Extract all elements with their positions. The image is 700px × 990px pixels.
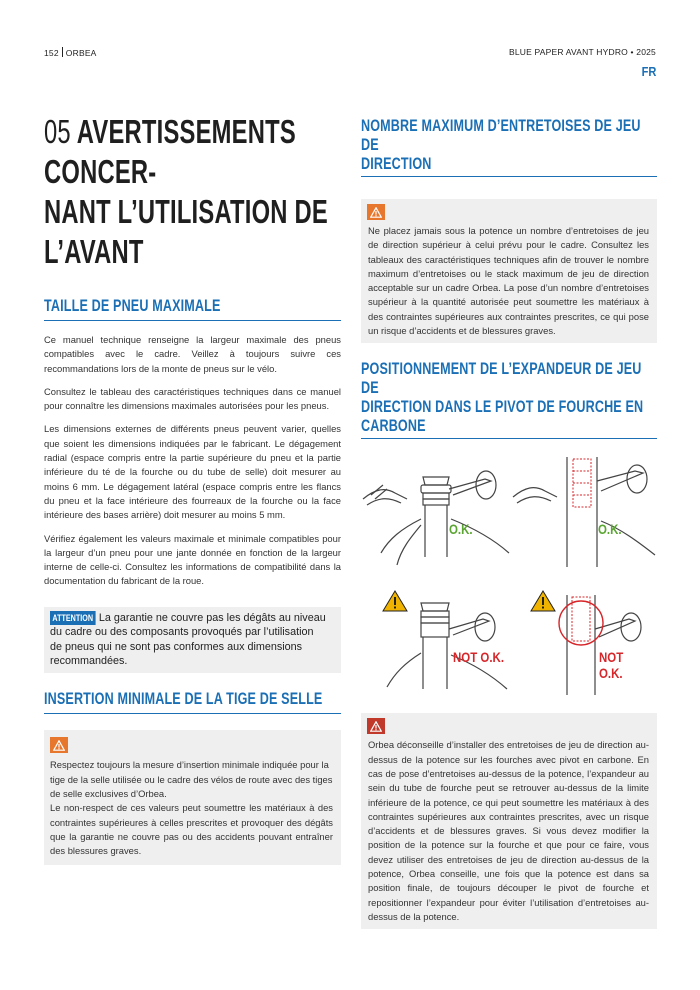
expander-heading-line-2: DIRECTION DANS LE PIVOT DE FOURCHE EN: [361, 397, 644, 417]
fig-ok-exterior: [361, 457, 511, 567]
tyre-heading: TAILLE DE PNEU MAXIMALE: [44, 296, 221, 315]
expander-heading-line-1: POSITIONNEMENT DE L’EXPANDEUR DE JEU DE: [361, 359, 642, 398]
expander-heading-line-3: CARBONE: [361, 416, 426, 436]
spacers-heading-line-1: NOMBRE MAXIMUM D’ENTRETOISES DE JEU DE: [361, 116, 641, 154]
label-ok-2: O.K.: [598, 521, 622, 538]
tyre-section: [44, 296, 341, 673]
fig-ok-cutaway: [511, 451, 657, 569]
seatpost-heading: INSERTION MINIMALE DE LA TIGE DE SELLE: [44, 689, 323, 709]
expander-heading-rule: [361, 438, 657, 439]
warning-icon: [50, 737, 68, 753]
fig-notok-exterior: [381, 589, 511, 697]
attention-text: La garantie ne couvre pas les dégâts au niveau du cadre ou des composants provoqués par l’utilisation de pneus qui ne sont pas conformes aux dimensions recommandées.: [50, 611, 326, 667]
title-line-1: AVERTISSEMENTS CONCER-: [44, 113, 296, 190]
tyre-paragraph-2: Consultez le tableau des caractéristiques techniques dans ce manuel pour connaître les dimensions maximales autorisées pour les pneus.: [44, 385, 341, 412]
brand-name: ORBEA: [65, 48, 97, 58]
seatpost-warning-p2: Le non-respect de ces valeurs peut soumettre les matériaux à des contraintes supérieures à celles prescrites et provoquer des dégâts que la garantie ne couvre pas ou des accidents pouvant entraîner des blessures graves.: [50, 802, 333, 857]
spacers-heading-line-2: DIRECTION: [361, 154, 432, 173]
expander-illustration: [361, 449, 657, 699]
seatpost-section: [44, 689, 341, 865]
page-header-left: [44, 47, 97, 58]
warning-icon: [367, 204, 385, 220]
danger-icon: [367, 718, 385, 734]
spacers-warning-text: Ne placez jamais sous la potence un nombre d’entretoises de jeu de direction supérieur à celui prévu pour le cadre. Consultez les tableaux des caractéristiques techniques afin de trouver le nombre maximum d’entretoises ou le stack maximum de jeu de direction acceptable sur un cadre Orbea. La pose d’un nombre d’entretoises supérieur à la quantité autorisée peut soumettre les matériaux à des contraintes supérieures aux contraintes prescrites, ce qui pose un risque d’accidents et de blessures graves.: [368, 225, 649, 337]
tyre-paragraph-4: Vérifiez également les valeurs maximale et minimale compatibles pour la largeur d’un pneu pour une jante donnée en fonction de la largeur interne de celle-ci. Consultez les informations de compatibilité dans la documentation du fabricant de la roue.: [44, 532, 341, 587]
expander-warning: [361, 713, 657, 929]
expander-heading: [361, 359, 657, 435]
seatpost-warning: [44, 730, 341, 865]
spacers-warning: [361, 199, 657, 343]
expander-warning-text: Orbea déconseille d’installer des entretoises de jeu de direction au-dessus de la potence sur les fourches avec pivot en carbone. En cas de pose d’entretoises au-dessus de la potence, l’expandeur au sein du tube de fourche peut se retrouver au-dessus de la limite inférieure de la potence, ce qui peut soumettre les matériaux à des contraintes supérieures aux contraintes prescrites, avec un risque d’accidents et de blessures graves. Si vous devez modifier la position de la potence sur la fourche et que pour ce faire, vous devez utiliser des entretoises de jeu de direction au-dessus de la potence, Orbea conseille, une fois que la potence est dans sa position finale, de toujours découper le pivot de fourche et repositionner l’expandeur pour éviter l’utilisation d’entretoises au-dessus de la potence.: [368, 739, 649, 922]
language-code: FR: [641, 64, 656, 79]
title-line-3: L’AVANT: [44, 233, 144, 270]
label-notok-1: NOT O.K.: [453, 649, 505, 666]
seatpost-warning-p1: Respectez toujours la mesure d’insertion minimale indiquée pour la tige de la selle utilisée ou le cadre des vélos de route avec des tiges de selle exclusives d’Orbea.: [50, 759, 333, 799]
spacers-section: [361, 116, 657, 343]
document-title: BLUE PAPER AVANT HYDRO • 2025: [508, 47, 656, 57]
expander-section: [361, 359, 657, 929]
title-line-2: NANT L’UTILISATION DE: [44, 193, 328, 230]
right-column: [361, 112, 657, 929]
page-number: 152: [44, 48, 59, 58]
label-ok-1: O.K.: [449, 521, 473, 538]
tyre-paragraph-3: Les dimensions externes de différents pneus peuvent varier, quelles que soient les dimensions indiquées par le fabricant. Le dégagement radial (espace compris entre la partie supérieure du pneu et la partie inférieure du té de la fourche ou du tube de selle) doit mesurer au moins 6 mm. Le dégagement latéral (espace compris entre les flancs du pneu et la face intérieure des fourreaux de la fourche ou la face intérieure des bases arrière) doit mesurer au moins 5 mm.: [44, 423, 341, 521]
label-notok-2: NOT O.K.: [599, 649, 624, 682]
page-title: [44, 112, 341, 272]
header-divider: [62, 47, 63, 57]
tyre-paragraph-1: Ce manuel technique renseigne la largeur maximale des pneus compatibles avec le cadre. Veillez à toujours suivre ces recommandations lors de la monte de pneus sur le vélo.: [44, 334, 341, 374]
spacers-heading-rule: [361, 176, 657, 177]
attention-note: [44, 607, 341, 674]
seatpost-heading-rule: [44, 713, 341, 714]
spacers-heading: [361, 116, 657, 173]
section-number: 05: [44, 113, 71, 150]
tyre-heading-rule: [44, 320, 341, 321]
attention-badge: ATTENTION: [50, 611, 95, 625]
left-column: [44, 112, 341, 865]
